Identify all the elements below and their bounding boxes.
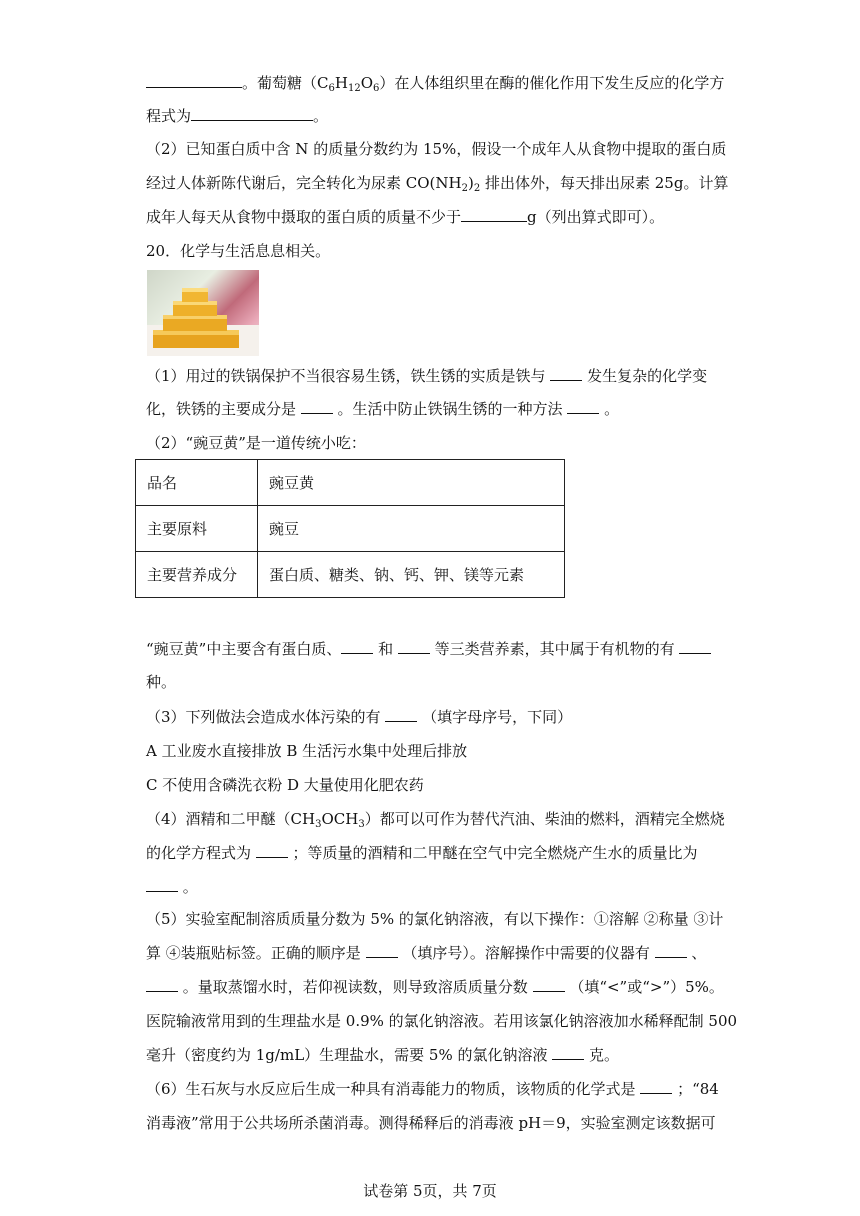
line-4: 经过人体新陈代谢后，完全转化为尿素 $CO(NH_2)_2$ 排出体外，每天排出尿素 25g。计算 xyxy=(146,174,729,194)
answer-blank[interactable] xyxy=(256,843,288,858)
line-20: 。量取蒸馏水时，若仰视读数，则导致溶质质量分数 （填“<”或“>”）5%。 xyxy=(146,976,724,998)
table-value: 豌豆 xyxy=(258,506,565,552)
line-5: 成年人每天从食物中摄取的蛋白质的质量不少于 g（列出算式即可）。 xyxy=(146,208,665,226)
answer-blank[interactable] xyxy=(567,399,599,414)
answer-blank[interactable] xyxy=(679,639,711,654)
answer-blank[interactable] xyxy=(461,207,527,222)
line-19: 算 ④装瓶贴标签。正确的顺序是 （填序号）。溶解操作中需要的仪器有 、 xyxy=(146,944,707,962)
table-key: 品名 xyxy=(136,460,258,506)
answer-blank[interactable] xyxy=(552,1045,584,1060)
answer-blank[interactable] xyxy=(655,943,687,958)
answer-blank[interactable] xyxy=(146,73,242,88)
table-row xyxy=(136,506,565,552)
line-2: 程式为 。 xyxy=(146,107,329,125)
line-9: （2）“豌豆黄”是一道传统小吃： xyxy=(146,434,366,452)
line-23: （6）生石灰与水反应后生成一种具有消毒能力的物质，该物质的化学式是 ；“84 xyxy=(146,1080,719,1098)
pea-cake-info-table xyxy=(135,459,565,598)
table-key: 主要营养成分 xyxy=(136,552,258,598)
line-22: 毫升（密度约为 1g/mL）生理盐水，需要 5% 的氯化钠溶液 克。 xyxy=(146,1046,620,1064)
line-18: （5）实验室配制溶质质量分数为 5% 的氯化钠溶液，有以下操作：①溶解 ②称量 ③计 xyxy=(146,910,724,928)
question-20-heading: 20．化学与生活息息相关。 xyxy=(146,242,331,260)
table-value: 豌豆黄 xyxy=(258,460,565,506)
pea-cake-photo xyxy=(147,270,259,356)
line-16: 的化学方程式为 ；等质量的酒精和二甲醚在空气中完全燃烧产生水的质量比为 xyxy=(146,844,698,862)
line-3: （2）已知蛋白质中含 N 的质量分数约为 15%，假设一个成年人从食物中提取的蛋白质 xyxy=(146,140,727,158)
answer-blank[interactable] xyxy=(398,639,430,654)
line-21: 医院输液常用到的生理盐水是 0.9% 的氯化钠溶液。若用该氯化钠溶液加水稀释配制 500 xyxy=(146,1012,738,1030)
line-1: 。葡萄糖$(C_6H_{12}O_6)$在人体组织里在酶的催化作用下发生反应的化学方 xyxy=(146,72,724,94)
answer-blank[interactable] xyxy=(341,639,373,654)
answer-blank[interactable] xyxy=(146,977,178,992)
line-10: “豌豆黄”中主要含有蛋白质、 和 等三类营养素，其中属于有机物的有 xyxy=(146,638,711,660)
table-row xyxy=(136,460,565,506)
answer-blank[interactable] xyxy=(146,877,178,892)
line-24: 消毒液”常用于公共场所杀菌消毒。测得稀释后的消毒液 pH＝9，实验室测定该数据可 xyxy=(146,1114,716,1132)
answer-blank[interactable] xyxy=(191,106,313,121)
table-key: 主要原料 xyxy=(136,506,258,552)
line-13: A 工业废水直接排放 B 生活污水集中处理后排放 xyxy=(146,742,468,760)
line-15: （4）酒精和二甲醚$(CH_3OCH_3)$都可以可作为替代汽油、柴油的燃料，酒精完全燃烧 xyxy=(146,810,725,830)
answer-blank[interactable] xyxy=(550,366,582,381)
answer-blank[interactable] xyxy=(301,399,333,414)
line-11: 种。 xyxy=(146,673,177,691)
line-12: （3）下列做法会造成水体污染的有 （填字母序号，下同） xyxy=(146,708,573,726)
answer-blank[interactable] xyxy=(533,977,565,992)
pea-cake-illustration xyxy=(147,270,259,356)
line-8: 化，铁锈的主要成分是 。生活中防止铁锅生锈的一种方法 。 xyxy=(146,400,620,418)
line-7: （1）用过的铁锅保护不当很容易生锈，铁生锈的实质是铁与 发生复杂的化学变 xyxy=(146,367,708,385)
answer-blank[interactable] xyxy=(640,1079,672,1094)
table-row xyxy=(136,552,565,598)
table-value: 蛋白质、糖类、钠、钙、钾、镁等元素 xyxy=(258,552,565,598)
answer-blank[interactable] xyxy=(366,943,398,958)
answer-blank[interactable] xyxy=(385,707,417,722)
line-14: C 不使用含磷洗衣粉 D 大量使用化肥农药 xyxy=(146,776,424,794)
page-footer: 试卷第 5页，共 7页 xyxy=(363,1182,497,1200)
line-17: 。 xyxy=(146,876,198,898)
